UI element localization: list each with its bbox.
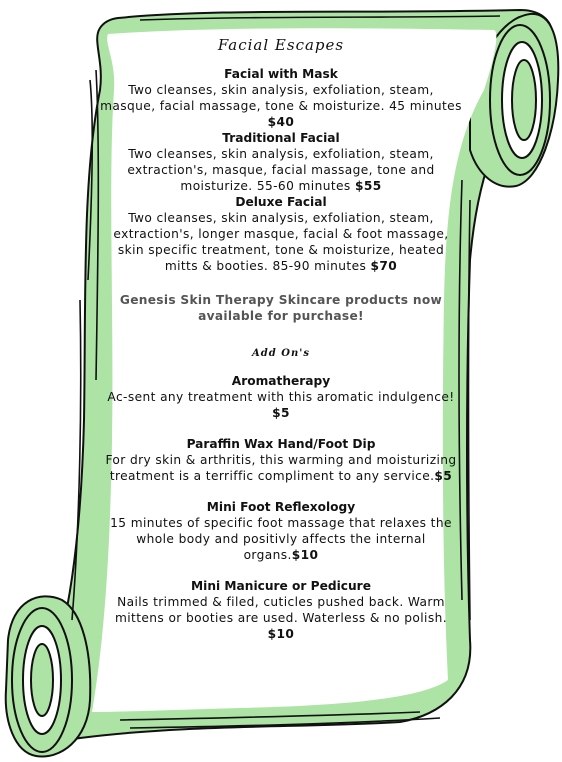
service-name: Deluxe Facial [235,195,327,209]
service-item [100,66,462,130]
addon-name: Paraffin Wax Hand/Foot Dip [186,437,376,451]
addon-name: Mini Manicure or Pedicure [191,579,371,593]
addon-price: $10 [267,627,295,641]
addon-item [100,499,462,563]
addon-name: Mini Foot Reflexology [206,500,356,514]
service-price: $40 [267,115,295,129]
addon-description: 15 minutes of specific foot massage that relaxes the whole body and positivly affects the internal organs.$10 [110,516,452,562]
service-price: $55 [354,179,382,193]
addon-description: For dry skin & arthritis, this warming and moisturizing treatment is a terriffic compliment to any service.$5 [105,453,457,483]
addon-item [100,578,462,642]
addons-list [100,373,462,642]
addon-description: Ac-sent any treatment with this aromatic indulgence! $5 [107,390,455,420]
addon-description: Nails trimmed & filed, cuticles pushed back. Warm mittens or booties are used. Waterless & no polish. $10 [114,595,447,641]
addon-item [100,373,462,421]
service-name: Facial with Mask [224,67,338,81]
service-item [100,130,462,194]
addon-item [100,436,462,484]
addon-price: $10 [291,548,319,562]
facials-list [100,66,462,274]
service-description: Two cleanses, skin analysis, exfoliation, steam, masque, facial massage, tone & moisturize. 45 minutes $40 [100,83,462,129]
menu-content [100,30,462,642]
service-item [100,194,462,274]
service-name: Traditional Facial [222,131,340,145]
service-description: Two cleanses, skin analysis, exfoliation, steam, extraction's, longer masque, facial & foot massage, skin specific treatment, tone & moisturize, heated mitts & booties. 85-90 minutes $70 [113,211,449,273]
promo-text: Genesis Skin Therapy Skincare products now available for purchase! [119,293,443,323]
service-price: $70 [370,259,398,273]
addons-heading: Add On's [252,348,310,359]
page-title: Facial Escapes [217,36,345,54]
service-description: Two cleanses, skin analysis, exfoliation, steam, extraction's, masque, facial massage, tone and moisturize. 55-60 minutes $55 [127,147,435,193]
addon-price: $5 [434,469,453,483]
addon-name: Aromatherapy [231,374,331,388]
addon-price: $5 [272,406,290,420]
